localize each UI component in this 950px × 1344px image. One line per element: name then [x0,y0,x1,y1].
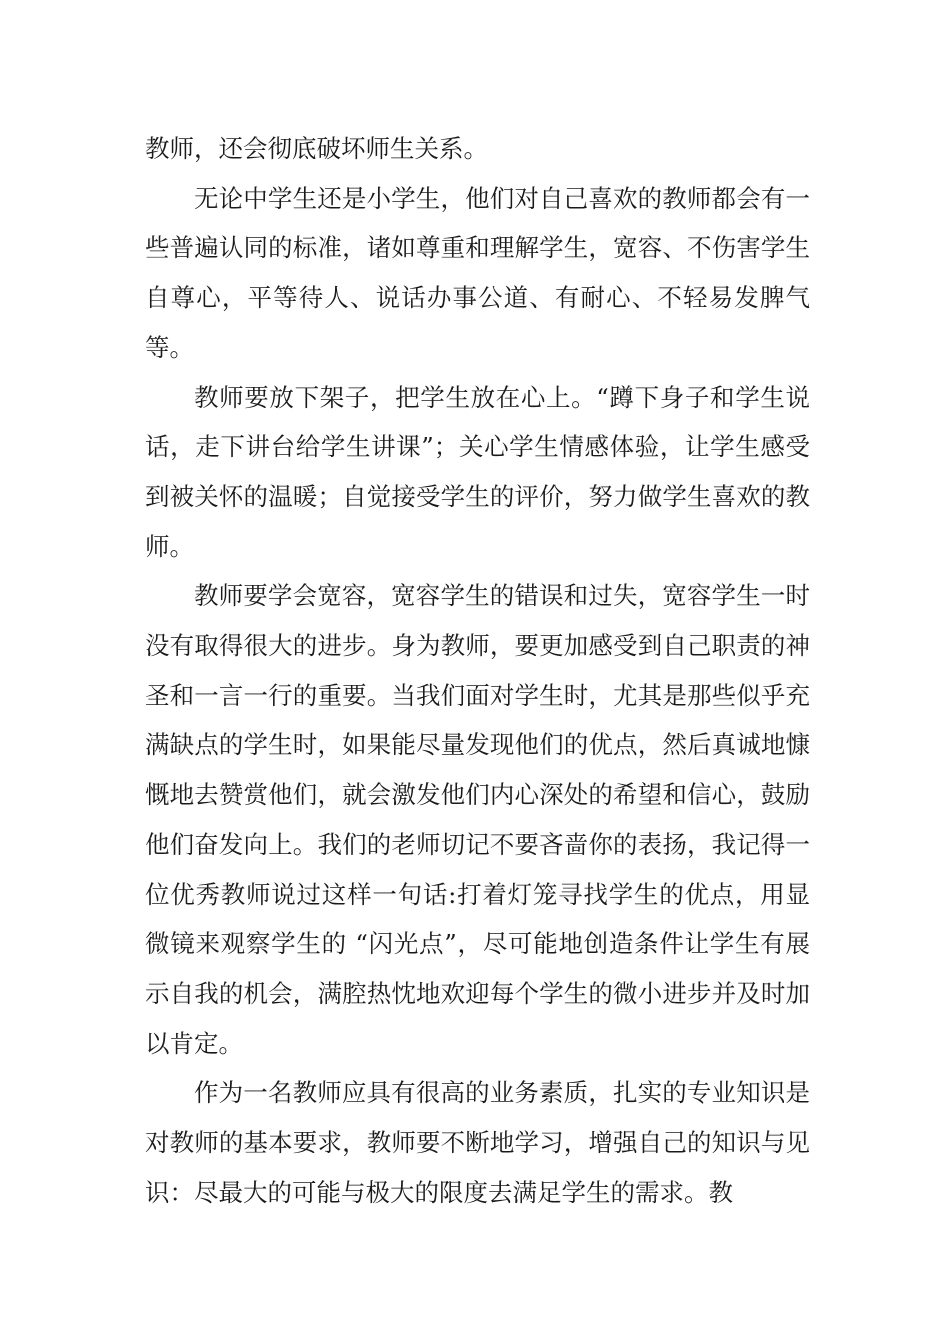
paragraph: 无论中学生还是小学生，他们对自己喜欢的教师都会有一些普遍认同的标准，诸如尊重和理解学生，宽容、不伤害学生自尊心，平等待人、说话办事公道、有耐心、不轻易发脾气等。 [145,183,810,362]
paragraph: 作为一名教师应具有很高的业务素质，扎实的专业知识是对教师的基本要求，教师要不断地学习，增强自己的知识与见识：尽最大的可能与极大的限度去满足学生的需求。教 [145,1078,810,1207]
paragraph-continued: 教师，还会彻底破坏师生关系。 [145,134,488,163]
paragraph: 教师要放下架子，把学生放在心上。“蹲下身子和学生说话，走下讲台给学生讲课”；关心学生情感体验，让学生感受到被关怀的温暖；自觉接受学生的评价，努力做学生喜欢的教师。 [145,382,810,561]
paragraph: 教师要学会宽容，宽容学生的错误和过失，宽容学生一时没有取得很大的进步。身为教师，要更加感受到自己职责的神圣和一言一行的重要。当我们面对学生时，尤其是那些似乎充满缺点的学生时，如果能尽量发现他们的优点，然后真诚地慷慨地去赞赏他们，就会激发他们内心深处的希望和信心，鼓励他们奋发向上。我们的老师切记不要吝啬你的表扬，我记得一位优秀教师说过这样一句话:打着灯笼寻找学生的优点，用显微镜来观察学生的 “闪光点”，尽可能地创造条件让学生有展示自我的机会，满腔热忱地欢迎每个学生的微小进步并及时加以肯定。 [145,581,810,1058]
document-body [145,124,810,1217]
